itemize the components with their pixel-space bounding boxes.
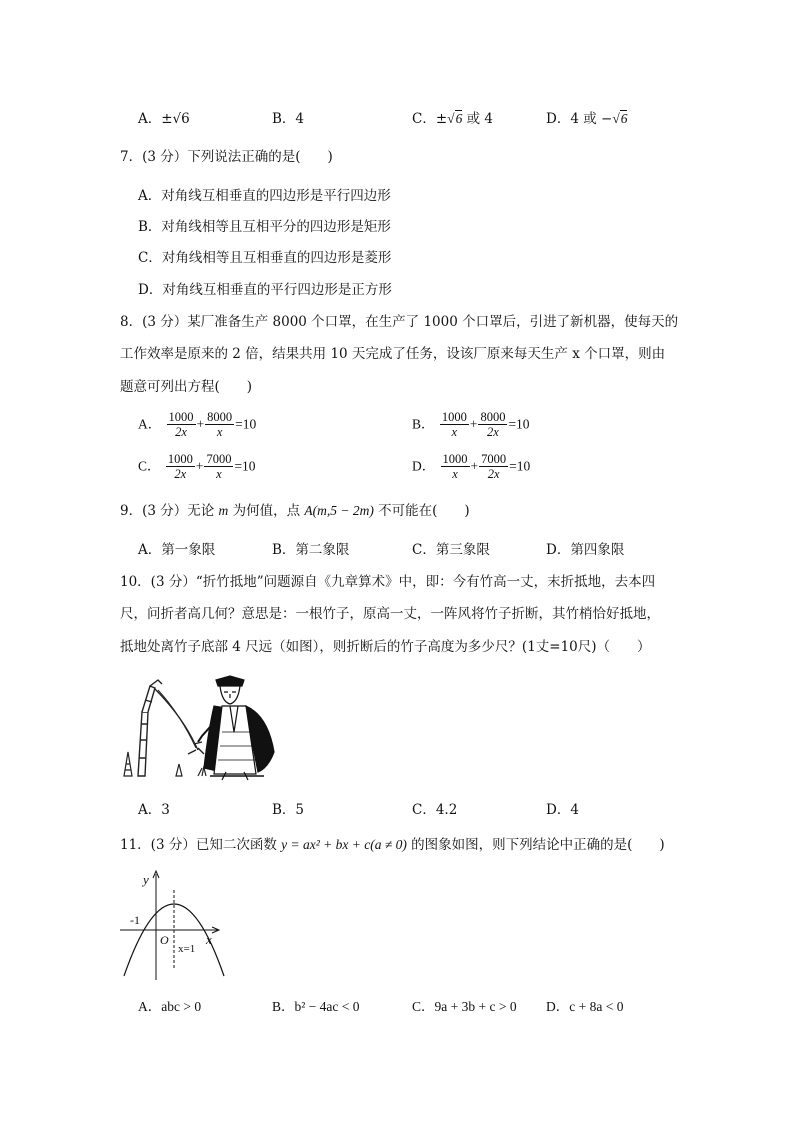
q10-bamboo-illustration xyxy=(118,672,280,784)
q8-option-d: D． $\frac{1000}{x}$ + $\frac{7000}{2x}$ =10 xyxy=(412,452,531,481)
q10-option-b: B．5 xyxy=(272,802,305,818)
q8-stem-line1: 8．(3 分）某厂准备生产 8000 个口罩，在生产了 1000 个口罩后，引进了新机器，使每天的 xyxy=(120,314,679,330)
bamboo-stalk xyxy=(138,680,204,776)
q11-option-a: A．abc > 0 xyxy=(138,999,202,1014)
q7-option-b: B．对角线相等且互相平分的四边形是矩形 xyxy=(138,219,391,235)
q11-option-c: C．9a + 3b + c > 0 xyxy=(412,999,517,1014)
q7-option-a: A．对角线互相垂直的四边形是平行四边形 xyxy=(138,188,391,204)
q6-option-c: C．±√6 或 4 xyxy=(412,111,494,127)
symmetry-label: x=1 xyxy=(178,943,196,955)
q10-stem-line3: 抵地处离竹子底部 4 尺远（如图），则折断后的竹子高度为多少尺？(1丈=10尺)（ ） xyxy=(120,639,651,655)
q9-point: A(m,5 − 2m) xyxy=(304,503,374,518)
q10-option-d: D．4 xyxy=(546,802,579,818)
y-axis-label: y xyxy=(143,872,149,887)
q9-option-d: D．第四象限 xyxy=(546,542,625,558)
q6-option-a: A．±√6 xyxy=(138,111,190,127)
q6-option-d: D．4 或 −√6 xyxy=(546,111,628,127)
q7-option-c: C．对角线相等且互相垂直的四边形是菱形 xyxy=(138,250,392,266)
q8-stem-line2: 工作效率是原来的 2 倍，结果共用 10 天完成了任务，设该厂原来每天生产 x 个口罩，则由 xyxy=(120,346,666,362)
q8-option-b: B． $\frac{1000}{x}$ + $\frac{8000}{2x}$ =10 xyxy=(412,410,530,439)
q11-stem: 11．(3 分）已知二次函数 y = ax² + bx + c(a ≠ 0) 的图象如图，则下列结论中正确的是( ) xyxy=(120,837,665,853)
q10-option-c: C．4.2 xyxy=(412,802,458,818)
q10-option-a: A．3 xyxy=(138,802,170,818)
q9-option-c: C．第三象限 xyxy=(412,542,490,558)
neg-one-label: -1 xyxy=(130,913,140,927)
q8-option-a: A． $\frac{1000}{2x}$ + $\frac{8000}{x}$ =10 xyxy=(138,410,257,439)
q8-stem-line3: 题意可列出方程( ) xyxy=(120,379,253,395)
scholar-figure xyxy=(198,676,274,780)
q8-option-c: C． $\frac{1000}{2x}$ + $\frac{7000}{x}$ =10 xyxy=(138,452,256,481)
q6-option-b: B．4 xyxy=(272,111,305,127)
x-axis-label: x xyxy=(206,932,212,947)
q6-option-a-value: ±√6 xyxy=(161,111,190,127)
q11-option-b: B．b² − 4ac < 0 xyxy=(272,999,360,1014)
q9-option-a: A．第一象限 xyxy=(138,542,216,558)
q11-option-d: D．c + 8a < 0 xyxy=(546,999,624,1014)
q11-function: y = ax² + bx + c(a ≠ 0) xyxy=(281,837,407,852)
origin-label: O xyxy=(160,933,169,947)
bamboo-shoots xyxy=(124,752,206,776)
q9-stem: 9．(3 分）无论 m 为何值，点 A(m,5 − 2m) 不可能在( ) xyxy=(120,503,470,519)
q7-option-d: D．对角线互相垂直的平行四边形是正方形 xyxy=(138,282,392,298)
q10-stem-line2: 尺，问折者高几何？意思是：一根竹子，原高一丈，一阵风将竹子折断，其竹梢恰好抵地， xyxy=(120,606,660,622)
q10-stem-line1: 10．(3 分）“折竹抵地”问题源自《九章算术》中，即：今有竹高一丈，末折抵地，去本四 xyxy=(120,574,656,590)
q9-option-b: B．第二象限 xyxy=(272,542,350,558)
q11-parabola-graph xyxy=(118,868,228,984)
q7-stem: 7．(3 分）下列说法正确的是( ) xyxy=(120,149,333,165)
